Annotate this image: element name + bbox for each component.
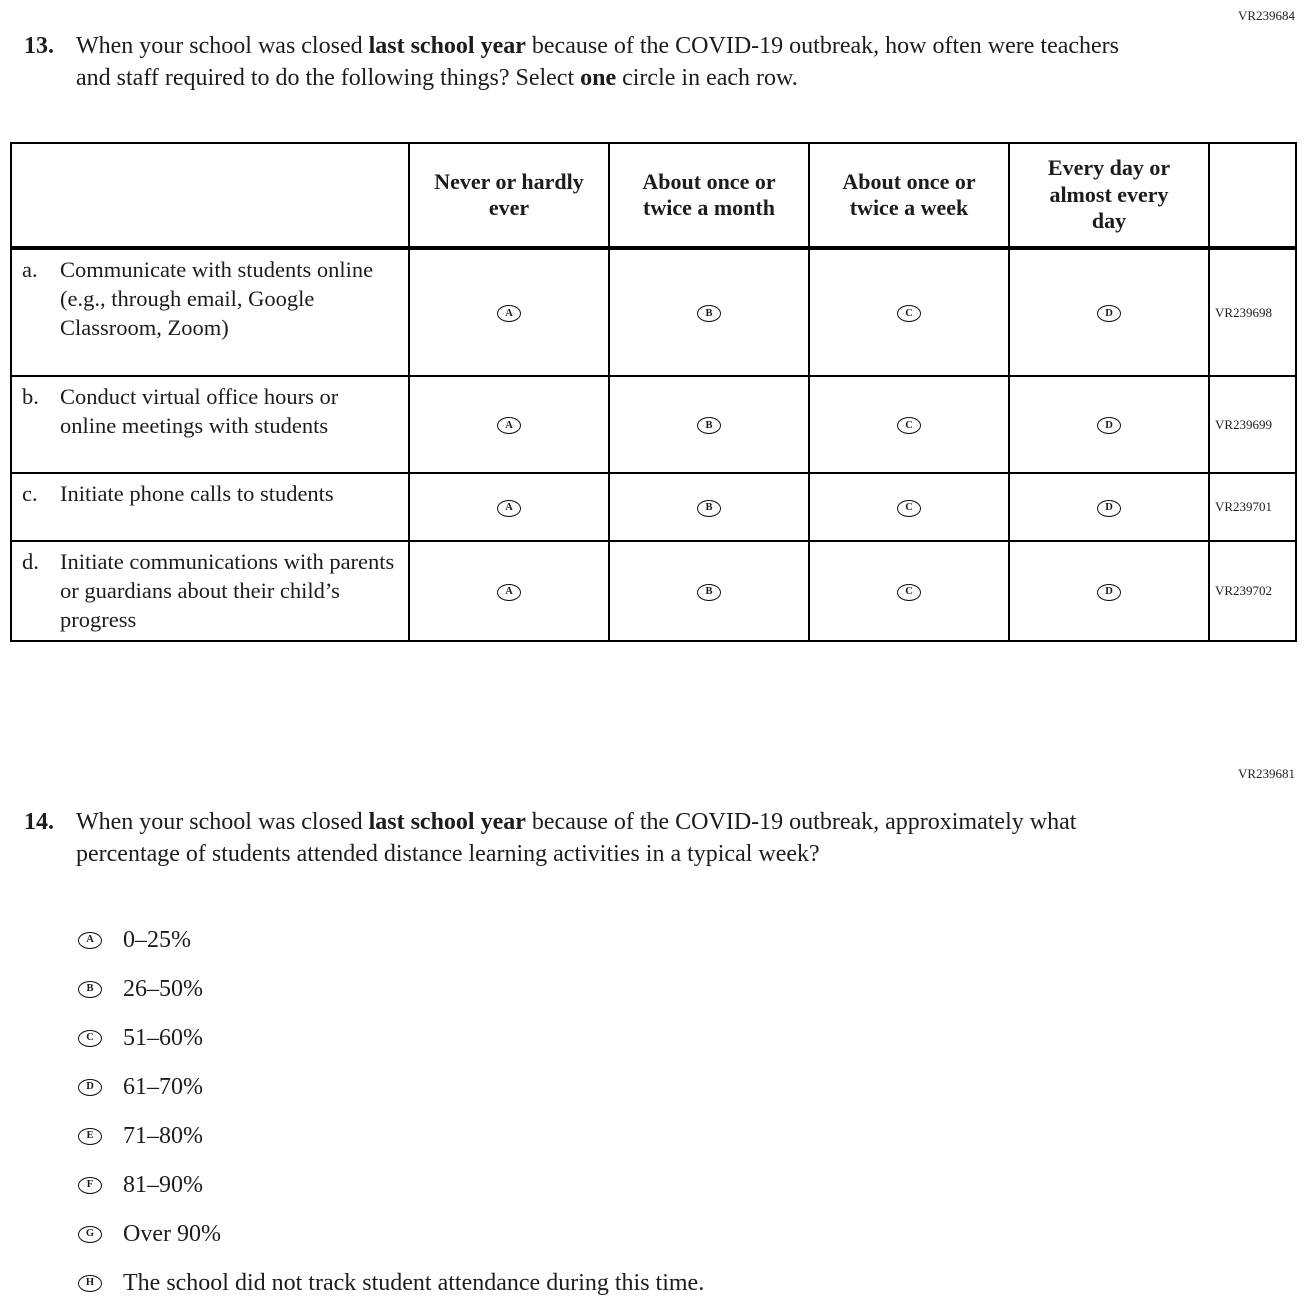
row-text: Initiate phone calls to students: [60, 481, 334, 506]
q13-response-table: [10, 142, 1297, 642]
vr-code: VR239698: [1209, 248, 1296, 376]
answer-bubble-b[interactable]: B: [697, 417, 721, 434]
option-label: The school did not track student attendance during this time.: [123, 1270, 705, 1296]
row-letter: b.: [22, 384, 39, 409]
answer-bubble-e[interactable]: E: [78, 1128, 102, 1145]
answer-cell: [409, 376, 609, 473]
answer-bubble-g[interactable]: G: [78, 1226, 102, 1243]
table-header-row: [11, 143, 1296, 248]
answer-bubble-b[interactable]: B: [697, 305, 721, 322]
answer-cell: [1009, 473, 1209, 541]
table-row: [11, 248, 1296, 376]
row-label: [11, 376, 409, 473]
answer-bubble-b[interactable]: B: [697, 584, 721, 601]
q14-option-g: [78, 1210, 1228, 1259]
q14-option-h: [78, 1259, 1228, 1308]
q14-option-e: [78, 1112, 1228, 1161]
option-label: 51–60%: [123, 1025, 203, 1051]
answer-cell: [609, 376, 809, 473]
row-label: [11, 248, 409, 376]
answer-bubble-d[interactable]: D: [1097, 417, 1121, 434]
answer-cell: [1009, 248, 1209, 376]
q14-text-run: because of the COVID-19 outbreak, approximately what percentage of students attended distance learning activities in a typical week?: [76, 809, 1077, 868]
question-13-number: 13.: [24, 33, 54, 59]
option-label: 61–70%: [123, 1074, 203, 1100]
option-label: Over 90%: [123, 1221, 221, 1247]
answer-cell: [809, 541, 1009, 641]
answer-bubble-a[interactable]: A: [78, 932, 102, 949]
q14-option-c: [78, 1014, 1228, 1063]
answer-bubble-a[interactable]: A: [497, 500, 521, 517]
table-row: [11, 541, 1296, 641]
column-header-label: About once or twice a week: [842, 168, 976, 220]
column-header-everyday: [1009, 143, 1209, 248]
answer-cell: [409, 541, 609, 641]
answer-bubble-a[interactable]: A: [497, 417, 521, 434]
vr-code-top: VR239684: [1237, 8, 1295, 23]
option-label: 81–90%: [123, 1172, 203, 1198]
row-letter: d.: [22, 549, 39, 574]
option-label: 71–80%: [123, 1123, 203, 1149]
answer-cell: [609, 473, 809, 541]
answer-cell: [809, 248, 1009, 376]
answer-bubble-b[interactable]: B: [78, 981, 102, 998]
row-label: [11, 541, 409, 641]
q14-option-f: [78, 1161, 1228, 1210]
answer-cell: [809, 473, 1009, 541]
column-header-never: [409, 143, 609, 248]
q14-option-a: [78, 916, 1228, 965]
answer-bubble-f[interactable]: F: [78, 1177, 102, 1194]
answer-bubble-b[interactable]: B: [697, 500, 721, 517]
answer-cell: [409, 473, 609, 541]
question-13-text: [76, 30, 1146, 95]
question-13: [24, 30, 1174, 95]
answer-bubble-a[interactable]: A: [497, 584, 521, 601]
row-text: Initiate communications with parents or guardians about their child’s progress: [60, 549, 395, 632]
row-letter: c.: [22, 481, 38, 506]
row-label: [11, 473, 409, 541]
answer-cell: [409, 248, 609, 376]
vr-code: VR239701: [1209, 473, 1296, 541]
vr-code: VR239702: [1209, 541, 1296, 641]
table-row: [11, 473, 1296, 541]
q14-option-d: [78, 1063, 1228, 1112]
q14-text-run: When your school was closed: [76, 809, 369, 835]
q13-text-run: because of the COVID-19 outbreak, how often were teachers and staff required to do the following things? Select: [76, 33, 1120, 92]
q13-text-bold: one: [580, 65, 617, 92]
vr-code-mid: VR239681: [1237, 766, 1295, 781]
q14-option-b: [78, 965, 1228, 1014]
q14-option-list: [78, 916, 1228, 1308]
q13-text-run: circle in each row.: [616, 65, 798, 92]
row-letter: a.: [22, 257, 38, 282]
answer-bubble-c[interactable]: C: [78, 1030, 102, 1047]
column-header-label: Every day or almost every day: [1047, 155, 1171, 234]
q13-text-run: When your school was closed: [76, 33, 369, 59]
answer-bubble-d[interactable]: D: [78, 1079, 102, 1096]
answer-cell: [609, 541, 809, 641]
answer-cell: [1009, 541, 1209, 641]
answer-bubble-d[interactable]: D: [1097, 584, 1121, 601]
answer-cell: [1009, 376, 1209, 473]
option-label: 0–25%: [123, 927, 191, 953]
answer-bubble-c[interactable]: C: [897, 500, 921, 517]
answer-cell: [609, 248, 809, 376]
q13-text-bold: last school year: [368, 33, 526, 59]
answer-bubble-a[interactable]: A: [497, 305, 521, 322]
column-header-week: [809, 143, 1009, 248]
table-stub-header: [11, 143, 409, 248]
row-text: Conduct virtual office hours or online meetings with students: [60, 384, 339, 438]
question-14-number: 14.: [24, 809, 54, 835]
column-header-month: [609, 143, 809, 248]
answer-cell: [809, 376, 1009, 473]
column-header-label: Never or hardly ever: [434, 168, 584, 220]
answer-bubble-c[interactable]: C: [897, 417, 921, 434]
answer-bubble-c[interactable]: C: [897, 305, 921, 322]
answer-bubble-d[interactable]: D: [1097, 305, 1121, 322]
table-row: [11, 376, 1296, 473]
answer-bubble-d[interactable]: D: [1097, 500, 1121, 517]
question-14-text: [76, 806, 1146, 871]
question-14: [24, 806, 1174, 871]
option-label: 26–50%: [123, 976, 203, 1002]
row-text: Communicate with students online (e.g., through email, Google Classroom, Zoom): [60, 257, 374, 340]
q14-text-bold: last school year: [368, 809, 526, 835]
answer-bubble-h[interactable]: H: [78, 1275, 102, 1292]
vr-code: VR239699: [1209, 376, 1296, 473]
answer-bubble-c[interactable]: C: [897, 584, 921, 601]
table-code-header: [1209, 143, 1296, 248]
column-header-label: About once or twice a month: [642, 168, 776, 220]
